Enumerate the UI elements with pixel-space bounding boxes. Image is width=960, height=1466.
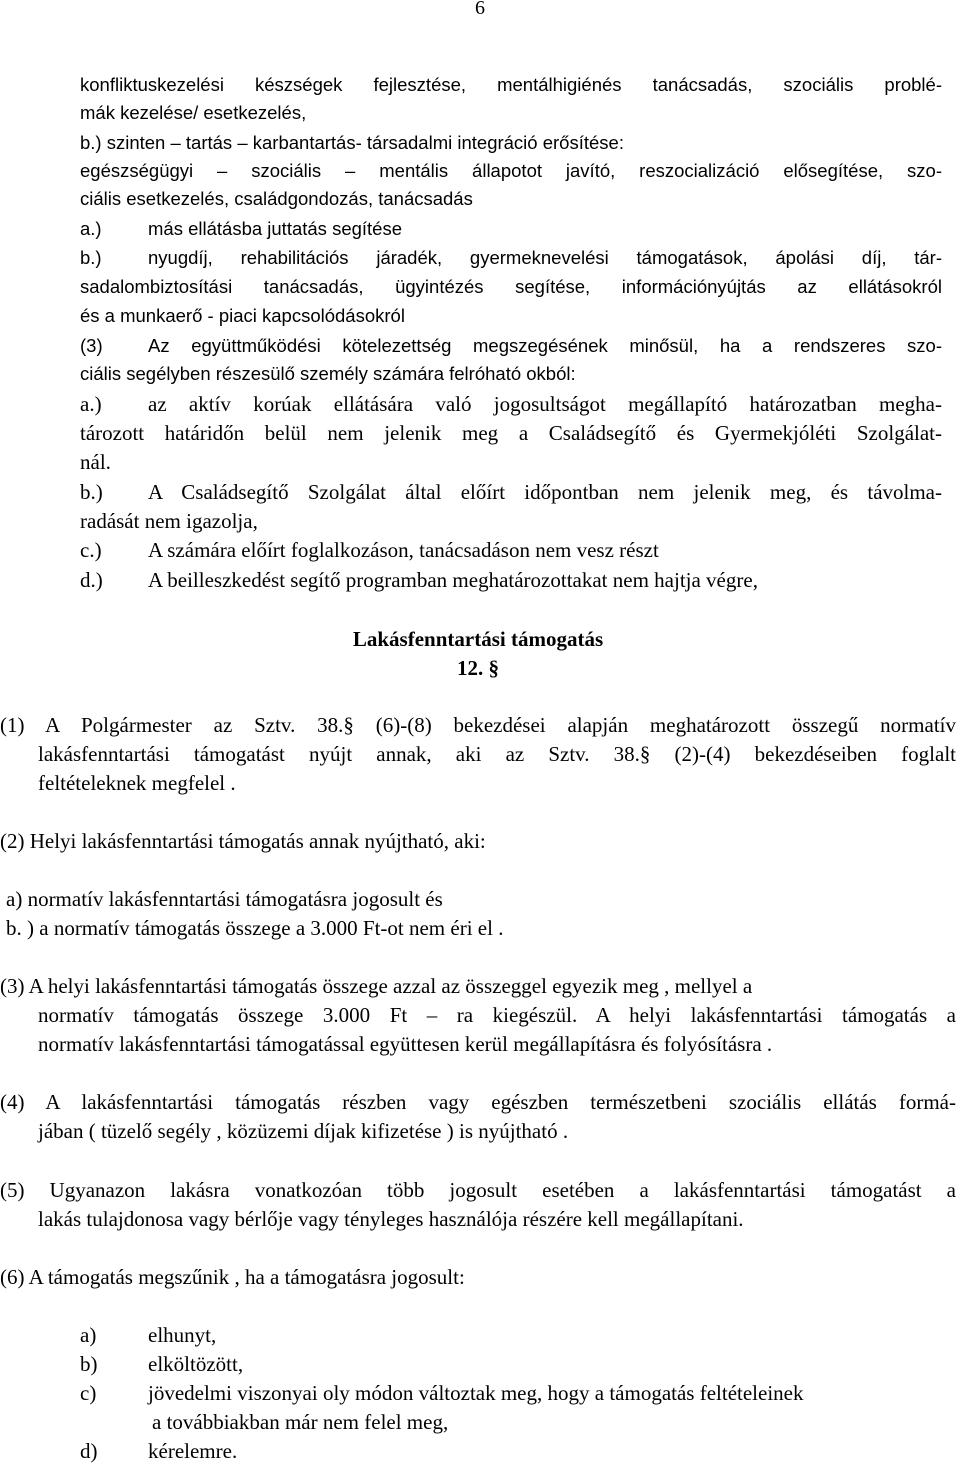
list-item: a továbbiakban már nem felel meg,	[152, 1410, 449, 1434]
text-line: tározott határidőn belül nem jelenik meg a Családsegítő és Gyermekjóléti Szolgálat-	[80, 421, 942, 445]
list-label: d.)	[80, 568, 103, 592]
paragraph-line: (6) A támogatás megszűnik , ha a támogatásra jogosult:	[0, 1265, 465, 1289]
paragraph-line: (1) A Polgármester az Sztv. 38.§ (6)-(8) bekezdései alapján meghatározott összegű normatív	[0, 713, 956, 737]
section-number: 12. §	[457, 656, 499, 680]
list-label: a.)	[80, 392, 102, 416]
paragraph-line: b. ) a normatív támogatás összege a 3.000 Ft-ot nem éri el .	[6, 916, 504, 940]
list-label: c.)	[80, 538, 102, 562]
text-line: egészségügyi – szociális – mentális állapotot javító, reszocializáció elősegítése, szo-	[80, 160, 942, 181]
list-label: d)	[80, 1439, 98, 1463]
paragraph-line: lakásfenntartási támogatást nyújt annak, aki az Sztv. 38.§ (2)-(4) bekezdéseiben foglalt	[38, 742, 956, 766]
paragraph-line: (2) Helyi lakásfenntartási támogatás annak nyújtható, aki:	[0, 829, 486, 853]
list-label: a)	[80, 1323, 97, 1347]
paragraph-line: a) normatív lakásfenntartási támogatásra jogosult és	[6, 887, 443, 911]
paragraph-line: feltételeknek megfelel .	[38, 771, 236, 795]
text-line: nál.	[80, 450, 111, 474]
list-item: kérelemre.	[148, 1439, 238, 1463]
paragraph-line: (4) A lakásfenntartási támogatás részben vagy egészben természetbeni szociális ellátás formá-	[0, 1090, 956, 1114]
text-line: sadalombiztosítási tanácsadás, ügyintézés segítése, információnyújtás az ellátásokról	[80, 276, 942, 297]
page-number: 6	[475, 0, 485, 19]
list-item: A számára előírt foglalkozáson, tanácsadáson nem vesz részt	[148, 538, 659, 562]
paragraph-line: lakás tulajdonosa vagy bérlője vagy tényleges használója részére kell megállapítani.	[38, 1207, 744, 1231]
text-line: konfliktuskezelési készségek fejlesztése, mentálhigiénés tanácsadás, szociális problé-	[80, 74, 942, 95]
text-line: ciális esetkezelés, családgondozás, tanácsadás	[80, 188, 473, 209]
list-label: c)	[80, 1381, 97, 1405]
paragraph-line: normatív támogatás összege 3.000 Ft – ra kiegészül. A helyi lakásfenntartási támogatás a	[38, 1003, 956, 1027]
text-line: és a munkaerő - piaci kapcsolódásokról	[80, 305, 405, 326]
list-label: b.)	[80, 247, 102, 268]
list-item: Az együttműködési kötelezettség megszegésének minősül, ha a rendszeres szo-	[148, 335, 942, 356]
paragraph-line: (3) A helyi lakásfenntartási támogatás összege azzal az összeggel egyezik meg , mellyel a	[0, 974, 753, 998]
list-label: b.)	[80, 480, 103, 504]
list-label: a.)	[80, 218, 102, 239]
list-item: az aktív korúak ellátására való jogosultságot megállapító határozatban megha-	[148, 392, 942, 416]
text-line: ciális segélyben részesülő személy számára felróható okból:	[80, 363, 576, 384]
text-line: mák kezelése/ esetkezelés,	[80, 102, 307, 123]
list-item: nyugdíj, rehabilitációs járadék, gyermeknevelési támogatások, ápolási díj, tár-	[148, 247, 942, 268]
list-item: jövedelmi viszonyai oly módon változtak meg, hogy a támogatás feltételeinek	[148, 1381, 804, 1405]
paragraph-line: normatív lakásfenntartási támogatással együttesen kerül megállapításra és folyósításra .	[38, 1032, 773, 1056]
list-item: A beilleszkedést segítő programban meghatározottakat nem hajtja végre,	[148, 568, 758, 592]
list-item: más ellátásba juttatás segítése	[148, 218, 403, 239]
section-title: Lakásfenntartási támogatás	[352, 627, 604, 651]
list-item: A Családsegítő Szolgálat által előírt időpontban nem jelenik meg, és távolma-	[148, 480, 942, 504]
text-line: radását nem igazolja,	[80, 509, 258, 533]
list-item: elköltözött,	[148, 1352, 244, 1376]
paragraph-line: jában ( tüzelő segély , közüzemi díjak kifizetése ) is nyújtható .	[38, 1119, 569, 1143]
text-line: b.) szinten – tartás – karbantartás- társadalmi integráció erősítése:	[80, 132, 624, 153]
paragraph-line: (5) Ugyanazon lakásra vonatkozóan több jogosult esetében a lakásfenntartási támogatást a	[0, 1178, 956, 1202]
list-item: elhunyt,	[148, 1323, 217, 1347]
list-label: (3)	[80, 335, 103, 356]
list-label: b)	[80, 1352, 98, 1376]
